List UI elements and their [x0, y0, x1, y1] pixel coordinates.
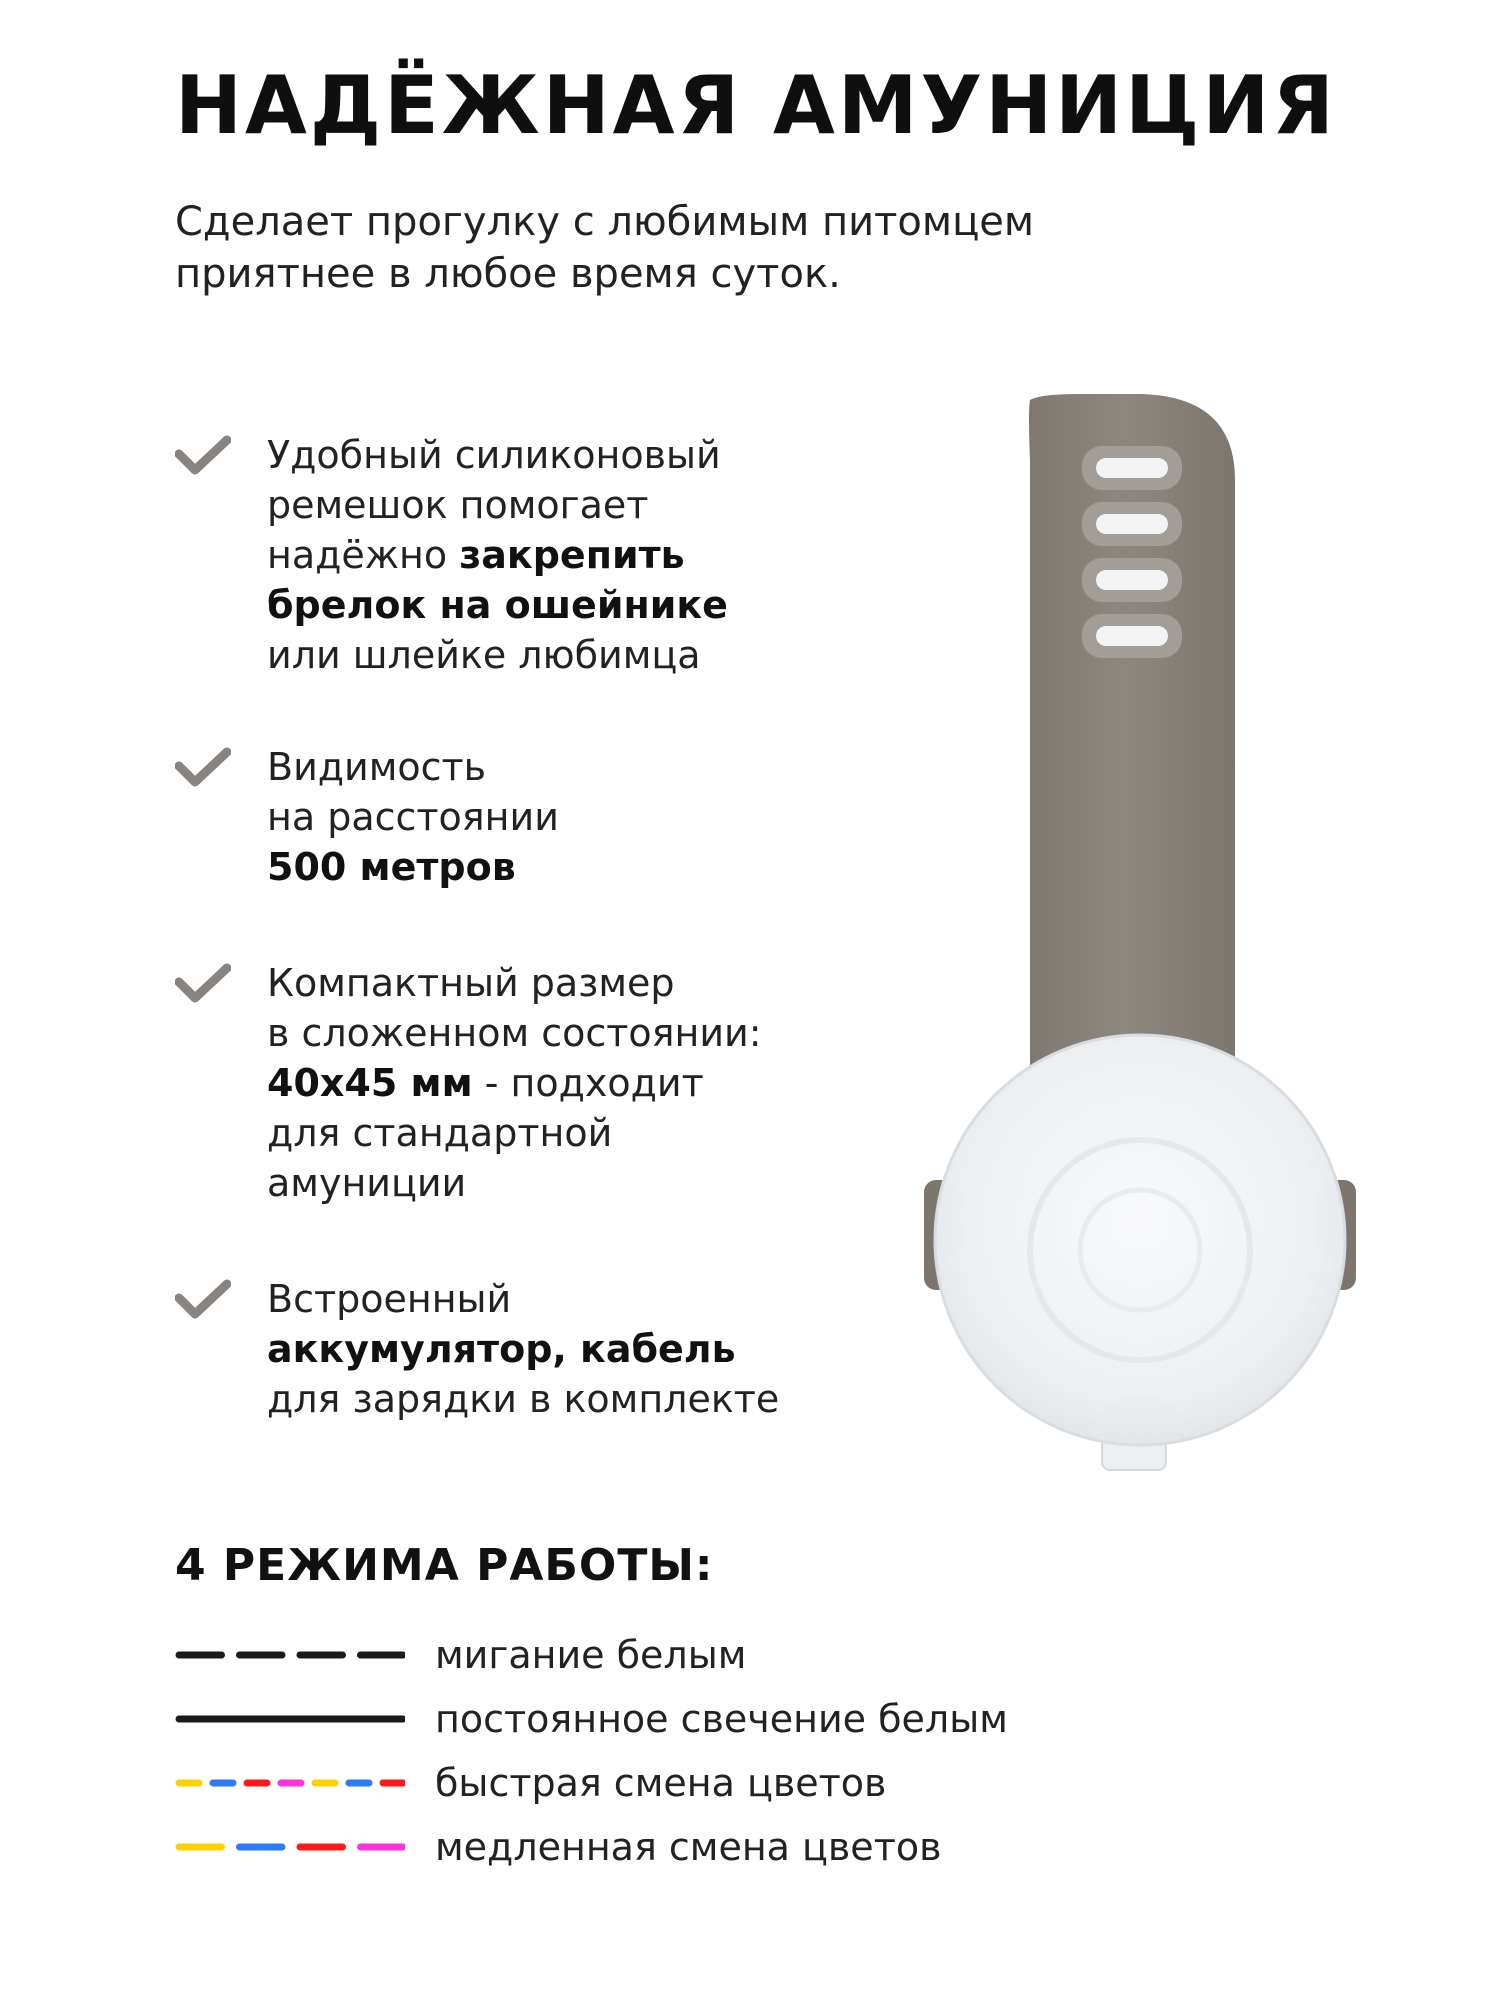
- mode-item: [175, 1822, 1075, 1878]
- feature-line: [267, 842, 907, 892]
- mode-label: постоянное свечение белым: [435, 1697, 1008, 1741]
- feature-line-plain: - подходит: [472, 1061, 704, 1105]
- feature-text: [267, 430, 907, 680]
- check-icon: [175, 746, 231, 790]
- page-title: НАДЁЖНАЯ АМУНИЦИЯ: [175, 59, 1337, 152]
- product-image: [900, 390, 1380, 1510]
- mode-line-icon: [175, 1840, 405, 1854]
- strap-shape: [1029, 394, 1235, 1090]
- feature-line: или шлейке любимца: [267, 633, 701, 677]
- feature-line: на расстоянии: [267, 795, 559, 839]
- feature-line: Видимость: [267, 745, 487, 789]
- feature-line: Встроенный: [267, 1277, 512, 1321]
- feature-line-bold: 500 метров: [267, 845, 516, 889]
- feature-line: амуниции: [267, 1161, 467, 1205]
- feature-line: [267, 1058, 907, 1108]
- check-icon: [175, 962, 231, 1006]
- subtitle-line: Сделает прогулку с любимым питомцем: [175, 199, 1035, 245]
- feature-text: [267, 742, 907, 892]
- mode-label: быстрая смена цветов: [435, 1761, 887, 1805]
- feature-line-bold: аккумулятор, кабель: [267, 1327, 736, 1371]
- feature-line-plain: надёжно: [267, 533, 460, 577]
- feature-line: [267, 580, 907, 630]
- feature-line: [267, 530, 907, 580]
- feature-line: ремешок помогает: [267, 483, 649, 527]
- mode-line-icon: [175, 1712, 405, 1726]
- modes-title: 4 РЕЖИМА РАБОТЫ:: [175, 1540, 714, 1591]
- feature-line-bold: брелок на ошейнике: [267, 583, 728, 627]
- feature-text: [267, 1274, 907, 1424]
- feature-line: в сложенном состоянии:: [267, 1011, 762, 1055]
- check-icon: [175, 1278, 231, 1322]
- page-subtitle: [175, 196, 1175, 300]
- feature-line: Компактный размер: [267, 961, 675, 1005]
- subtitle-line: приятнее в любое время суток.: [175, 251, 841, 297]
- light-dome: [935, 1035, 1345, 1445]
- check-icon: [175, 434, 231, 478]
- feature-text: [267, 958, 907, 1208]
- feature-line: Удобный силиконовый: [267, 433, 721, 477]
- feature-line: для зарядки в комплекте: [267, 1377, 780, 1421]
- feature-line: [267, 1324, 907, 1374]
- feature-line: для стандартной: [267, 1111, 613, 1155]
- mode-label: медленная смена цветов: [435, 1825, 942, 1869]
- feature-line-bold: 40х45 мм: [267, 1061, 473, 1105]
- feature-line-bold: закрепить: [459, 533, 685, 577]
- mode-item: [175, 1758, 1075, 1814]
- mode-line-icon: [175, 1776, 405, 1790]
- mode-item: [175, 1694, 1075, 1750]
- mode-item: [175, 1630, 1075, 1686]
- mode-label: мигание белым: [435, 1633, 747, 1677]
- mode-line-icon: [175, 1648, 405, 1662]
